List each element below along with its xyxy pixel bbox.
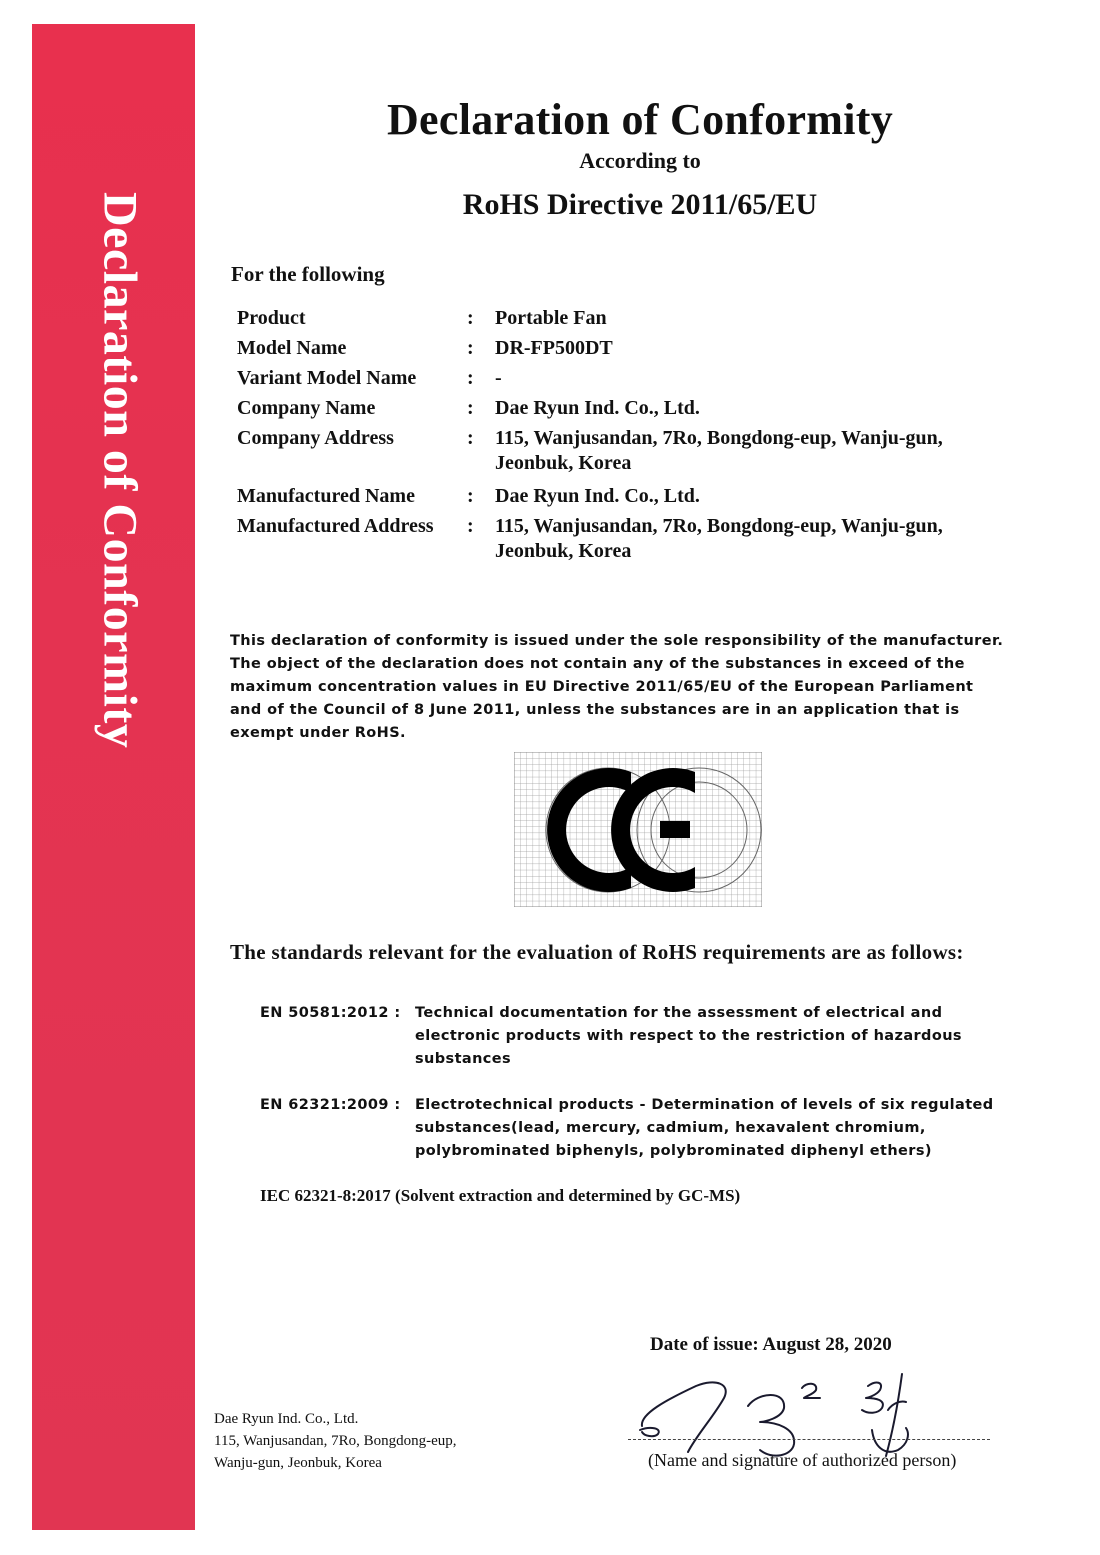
- info-label: Model Name: [237, 337, 347, 359]
- info-value: Dae Ryun Ind. Co., Ltd.: [495, 397, 700, 419]
- standard-en-50581: [260, 1002, 1020, 1074]
- info-label: Manufactured Name: [237, 485, 415, 507]
- info-label: Company Name: [237, 397, 376, 419]
- standard-description: [415, 1002, 1015, 1071]
- address-line-2: Jeonbuk, Korea: [495, 540, 632, 562]
- info-value: -: [495, 367, 502, 389]
- info-label: Product: [237, 307, 306, 329]
- standard-line: electronic products with respect to the restriction of hazardous: [415, 1028, 962, 1044]
- info-label: Variant Model Name: [237, 367, 417, 389]
- info-table: [237, 306, 1037, 572]
- issue-date-value: August 28, 2020: [762, 1334, 892, 1355]
- info-colon: :: [467, 367, 474, 389]
- info-value: DR-FP500DT: [495, 337, 613, 359]
- info-row-company-name: [237, 396, 1037, 421]
- footer-address-line: Wanju-gun, Jeonbuk, Korea: [214, 1455, 382, 1471]
- declaration-line: maximum concentration values in EU Directive 2011/65/EU of the European Parliament: [230, 679, 974, 695]
- ce-mark-icon: [514, 752, 762, 907]
- issue-date-label: Date of issue:: [650, 1334, 759, 1355]
- sidebar-band: [32, 24, 195, 1530]
- address-line-1: 115, Wanjusandan, 7Ro, Bongdong-eup, Wanju-gun,: [495, 427, 943, 449]
- standard-line: substances: [415, 1051, 512, 1067]
- footer-address-line: 115, Wanjusandan, 7Ro, Bongdong-eup,: [214, 1433, 457, 1449]
- declaration-paragraph: [230, 630, 1010, 745]
- footer-address: [214, 1408, 457, 1474]
- footer-company: Dae Ryun Ind. Co., Ltd.: [214, 1411, 359, 1427]
- page-title: Declaration of Conformity: [386, 95, 894, 144]
- signature-icon: [636, 1364, 926, 1464]
- standard-line: Technical documentation for the assessment of electrical and: [415, 1005, 943, 1021]
- standard-line: Electrotechnical products - Determination of levels of six regulated: [415, 1097, 994, 1113]
- info-row-variant-model: [237, 366, 1037, 391]
- signature-caption: (Name and signature of authorized person): [648, 1450, 957, 1470]
- declaration-line: The object of the declaration does not contain any of the substances in exceed of the: [230, 656, 965, 672]
- directive-title: RoHS Directive 2011/65/EU: [462, 188, 818, 221]
- sidebar-title: Declaration of Conformity: [93, 192, 147, 749]
- info-row-model-name: [237, 336, 1037, 361]
- standard-description: [415, 1094, 1015, 1163]
- info-colon: :: [467, 337, 474, 359]
- standard-line: substances(lead, mercury, cadmium, hexavalent chromium,: [415, 1120, 926, 1136]
- issue-date: [650, 1334, 892, 1356]
- info-colon: :: [467, 307, 474, 329]
- info-colon: :: [467, 427, 474, 449]
- info-row-company-address: [237, 426, 1037, 476]
- page-subtitle: According to: [579, 148, 701, 173]
- info-row-manufactured-name: [237, 484, 1037, 509]
- standard-iec-62321-8: IEC 62321-8:2017 (Solvent extraction and determined by GC-MS): [260, 1186, 741, 1205]
- info-colon: :: [467, 515, 474, 537]
- standard-en-62321: [260, 1094, 1020, 1166]
- standard-code: EN 50581:2012 :: [260, 1005, 401, 1021]
- info-colon: :: [467, 397, 474, 419]
- declaration-line: exempt under RoHS.: [230, 725, 406, 741]
- info-value: Dae Ryun Ind. Co., Ltd.: [495, 485, 700, 507]
- declaration-line: and of the Council of 8 June 2011, unless the substances are in an application that is: [230, 702, 960, 718]
- info-row-product: [237, 306, 1037, 331]
- info-label: Company Address: [237, 427, 394, 449]
- info-colon: :: [467, 485, 474, 507]
- standard-line: polybrominated biphenyls, polybrominated diphenyl ethers): [415, 1143, 932, 1159]
- for-following-label: For the following: [231, 262, 385, 286]
- standards-heading: The standards relevant for the evaluation of RoHS requirements are as follows:: [230, 940, 964, 964]
- info-row-manufactured-address: [237, 514, 1037, 564]
- address-line-1: 115, Wanjusandan, 7Ro, Bongdong-eup, Wanju-gun,: [495, 515, 943, 537]
- info-value: Portable Fan: [495, 307, 607, 329]
- info-value: [495, 426, 1037, 476]
- info-label: Manufactured Address: [237, 515, 434, 537]
- standard-code: EN 62321:2009 :: [260, 1097, 401, 1113]
- signature-line: [628, 1439, 990, 1440]
- info-value: [495, 514, 1037, 564]
- address-line-2: Jeonbuk, Korea: [495, 452, 632, 474]
- declaration-line: This declaration of conformity is issued under the sole responsibility of the manufacturer.: [230, 633, 1004, 649]
